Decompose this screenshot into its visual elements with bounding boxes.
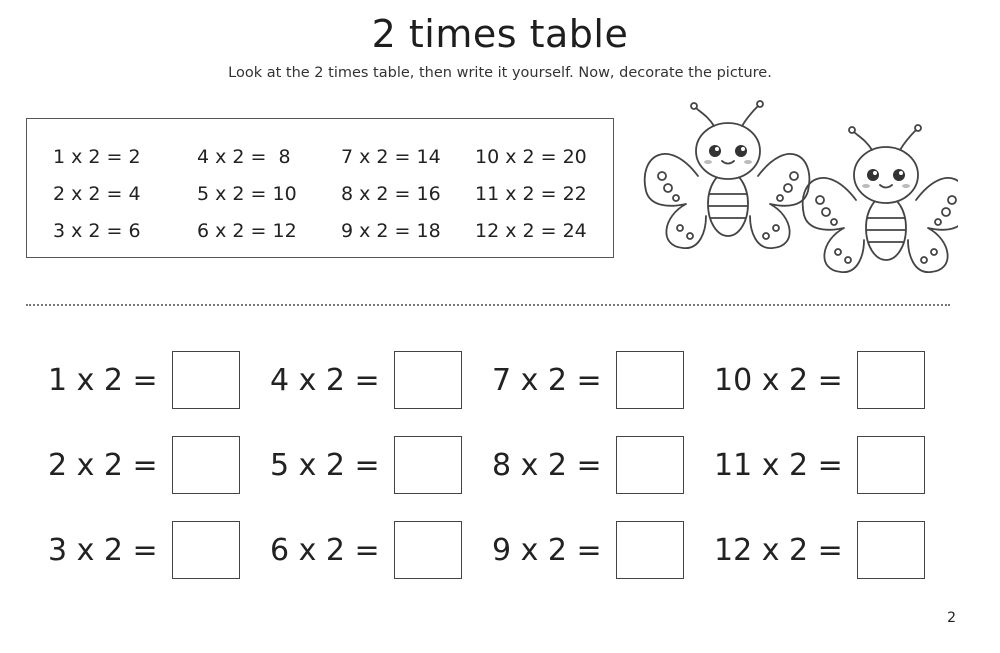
reference-fact: 5 x 2 = 10 xyxy=(197,183,297,205)
reference-column xyxy=(341,139,441,250)
exercise-equation: 3 x 2 = xyxy=(48,532,158,568)
answer-box[interactable] xyxy=(394,436,462,494)
exercise-equation: 10 x 2 = xyxy=(714,362,843,398)
reference-fact: 10 x 2 = 20 xyxy=(475,146,587,168)
exercise-equation: 4 x 2 = xyxy=(270,362,380,398)
exercise-item xyxy=(48,436,240,494)
exercise-equation: 9 x 2 = xyxy=(492,532,602,568)
reference-fact: 9 x 2 = 18 xyxy=(341,220,441,242)
instructions: Look at the 2 times table, then write it yourself. Now, decorate the picture. xyxy=(228,65,772,81)
exercise-item xyxy=(714,521,925,579)
reference-fact: 12 x 2 = 24 xyxy=(475,220,587,242)
answer-box[interactable] xyxy=(857,351,925,409)
answer-box[interactable] xyxy=(616,521,684,579)
page-title: 2 times table xyxy=(371,12,629,56)
exercise-item xyxy=(492,351,684,409)
answer-box[interactable] xyxy=(394,521,462,579)
answer-box[interactable] xyxy=(172,351,240,409)
page-number: 2 xyxy=(947,610,956,626)
reference-fact: 4 x 2 = 8 xyxy=(197,146,291,168)
reference-fact: 6 x 2 = 12 xyxy=(197,220,297,242)
exercise-item xyxy=(714,436,925,494)
exercise-item xyxy=(492,436,684,494)
reference-fact: 1 x 2 = 2 xyxy=(53,146,141,168)
exercise-item xyxy=(492,521,684,579)
reference-fact: 7 x 2 = 14 xyxy=(341,146,441,168)
reference-fact: 8 x 2 = 16 xyxy=(341,183,441,205)
butterfly-icon xyxy=(645,101,810,248)
answer-box[interactable] xyxy=(616,351,684,409)
exercise-equation: 7 x 2 = xyxy=(492,362,602,398)
answer-box[interactable] xyxy=(172,436,240,494)
butterfly-illustration xyxy=(628,96,958,286)
reference-table xyxy=(26,118,614,258)
exercise-equation: 5 x 2 = xyxy=(270,447,380,483)
answer-box[interactable] xyxy=(857,521,925,579)
exercise-equation: 1 x 2 = xyxy=(48,362,158,398)
exercise-item xyxy=(270,351,462,409)
answer-box[interactable] xyxy=(857,436,925,494)
answer-box[interactable] xyxy=(172,521,240,579)
butterfly-icon xyxy=(803,125,958,272)
reference-column xyxy=(475,139,587,250)
exercise-equation: 8 x 2 = xyxy=(492,447,602,483)
exercise-item xyxy=(714,351,925,409)
reference-fact: 2 x 2 = 4 xyxy=(53,183,141,205)
exercise-equation: 2 x 2 = xyxy=(48,447,158,483)
dotted-divider xyxy=(26,304,950,306)
exercise-equation: 6 x 2 = xyxy=(270,532,380,568)
answer-box[interactable] xyxy=(616,436,684,494)
answer-box[interactable] xyxy=(394,351,462,409)
exercise-equation: 11 x 2 = xyxy=(714,447,843,483)
reference-column xyxy=(53,139,141,250)
exercise-item xyxy=(270,436,462,494)
reference-fact: 11 x 2 = 22 xyxy=(475,183,587,205)
exercise-item xyxy=(48,521,240,579)
reference-column xyxy=(197,139,297,250)
exercise-equation: 12 x 2 = xyxy=(714,532,843,568)
exercise-item xyxy=(270,521,462,579)
exercise-item xyxy=(48,351,240,409)
reference-fact: 3 x 2 = 6 xyxy=(53,220,141,242)
